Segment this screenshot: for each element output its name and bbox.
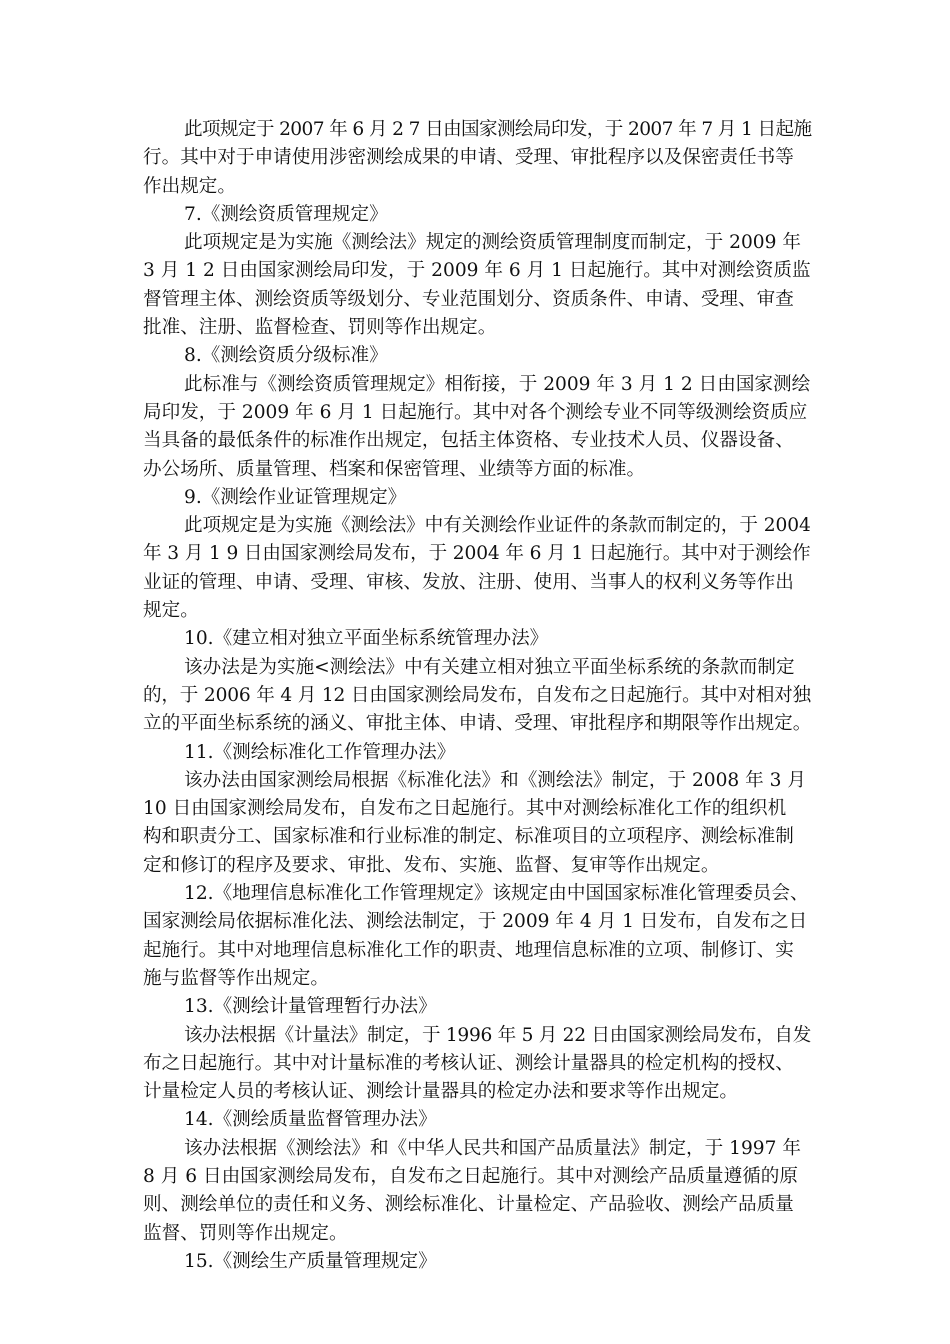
text-line: 10.《建立相对独立平面坐标系统管理办法》 (184, 628, 549, 650)
text-line: 当具备的最低条件的标准作出规定，包括主体资格、专业技术人员、仪器设备、 (143, 430, 794, 452)
text-line: 年 3 月 1 9 日由国家测绘局发布，于 2004 年 6 月 1 日起施行。其中对于测绘作 (143, 543, 811, 565)
text-line: 14.《测绘质量监督管理办法》 (184, 1109, 437, 1131)
text-line: 则、测绘单位的责任和义务、测绘标准化、计量检定、产品验收、测绘产品质量 (143, 1194, 794, 1216)
text-line: 该办法是为实施<测绘法》中有关建立相对独立平面坐标系统的条款而制定 (184, 656, 795, 678)
text-line: 规定。 (143, 600, 199, 622)
text-line: 计量检定人员的考核认证、测绘计量器具的检定办法和要求等作出规定。 (143, 1081, 739, 1103)
text-line: 10 日由国家测绘局发布，自发布之日起施行。其中对测绘标准化工作的组织机 (143, 798, 787, 820)
text-line: 的，于 2006 年 4 月 12 日由国家测绘局发布，自发布之日起施行。其中对相对独 (143, 684, 811, 706)
text-line: 施与监督等作出规定。 (143, 967, 329, 989)
text-line: 3 月 1 2 日由国家测绘局印发，于 2009 年 6 月 1 日起施行。其中对测绘资质监 (143, 260, 811, 282)
text-line: 局印发，于 2009 年 6 月 1 日起施行。其中对各个测绘专业不同等级测绘资质应 (143, 401, 808, 423)
text-line: 此项规定是为实施《测绘法》中有关测绘作业证件的条款而制定的，于 2004 (184, 515, 811, 537)
text-line: 构和职责分工、国家标准和行业标准的制定、标准项目的立项程序、测绘标准制 (143, 826, 794, 848)
document-body (143, 116, 811, 1276)
text-line: 此标准与《测绘资质管理规定》相衔接，于 2009 年 3 月 1 2 日由国家测绘 (184, 373, 811, 395)
text-line: 国家测绘局依据标准化法、测绘法制定，于 2009 年 4 月 1 日发布，自发布之日 (143, 911, 808, 933)
text-line: 监督、罚则等作出规定。 (143, 1222, 348, 1244)
text-line: 12.《地理信息标准化工作管理规定》该规定由中国国家标准化管理委员会、 (184, 883, 809, 905)
text-line: 行。其中对于申请使用涉密测绘成果的申请、受理、审批程序以及保密责任书等 (143, 147, 794, 169)
text-line: 该办法根据《计量法》制定，于 1996 年 5 月 22 日由国家测绘局发布，自发 (184, 1024, 812, 1046)
text-line: 此项规定是为实施《测绘法》规定的测绘资质管理制度而制定，于 2009 年 (184, 232, 801, 254)
text-line: 批准、注册、监督检查、罚则等作出规定。 (143, 317, 497, 339)
text-line: 立的平面坐标系统的涵义、审批主体、申请、受理、审批程序和期限等作出规定。 (143, 713, 812, 735)
text-line: 15.《测绘生产质量管理规定》 (184, 1250, 437, 1272)
text-line: 起施行。其中对地理信息标准化工作的职责、地理信息标准的立项、制修订、实 (143, 939, 794, 961)
text-line: 该办法根据《测绘法》和《中华人民共和国产品质量法》制定，于 1997 年 (184, 1137, 801, 1159)
text-line: 8.《测绘资质分级标准》 (184, 345, 388, 367)
text-line: 业证的管理、申请、受理、审核、发放、注册、使用、当事人的权利义务等作出 (143, 571, 794, 593)
text-line: 该办法由国家测绘局根据《标准化法》和《测绘法》制定，于 2008 年 3 月 (184, 769, 807, 791)
text-line: 定和修订的程序及要求、审批、发布、实施、监督、复审等作出规定。 (143, 854, 720, 876)
text-line: 8 月 6 日由国家测绘局发布，自发布之日起施行。其中对测绘产品质量遵循的原 (143, 1165, 798, 1187)
text-line: 11.《测绘标准化工作管理办法》 (184, 741, 456, 763)
text-line: 办公场所、质量管理、档案和保密管理、业绩等方面的标准。 (143, 458, 646, 480)
text-line: 此项规定于 2007 年 6 月 2 7 日由国家测绘局印发，于 2007 年 7 月 1 日起施 (184, 119, 812, 140)
text-line: 9.《测绘作业证管理规定》 (184, 486, 407, 508)
text-line: 7.《测绘资质管理规定》 (184, 203, 388, 225)
text-line: 作出规定。 (143, 175, 236, 197)
text-line: 布之日起施行。其中对计量标准的考核认证、测绘计量器具的检定机构的授权、 (143, 1052, 794, 1074)
text-line: 13.《测绘计量管理暂行办法》 (184, 996, 437, 1018)
text-line: 督管理主体、测绘资质等级划分、专业范围划分、资质条件、申请、受理、审查 (143, 288, 794, 310)
